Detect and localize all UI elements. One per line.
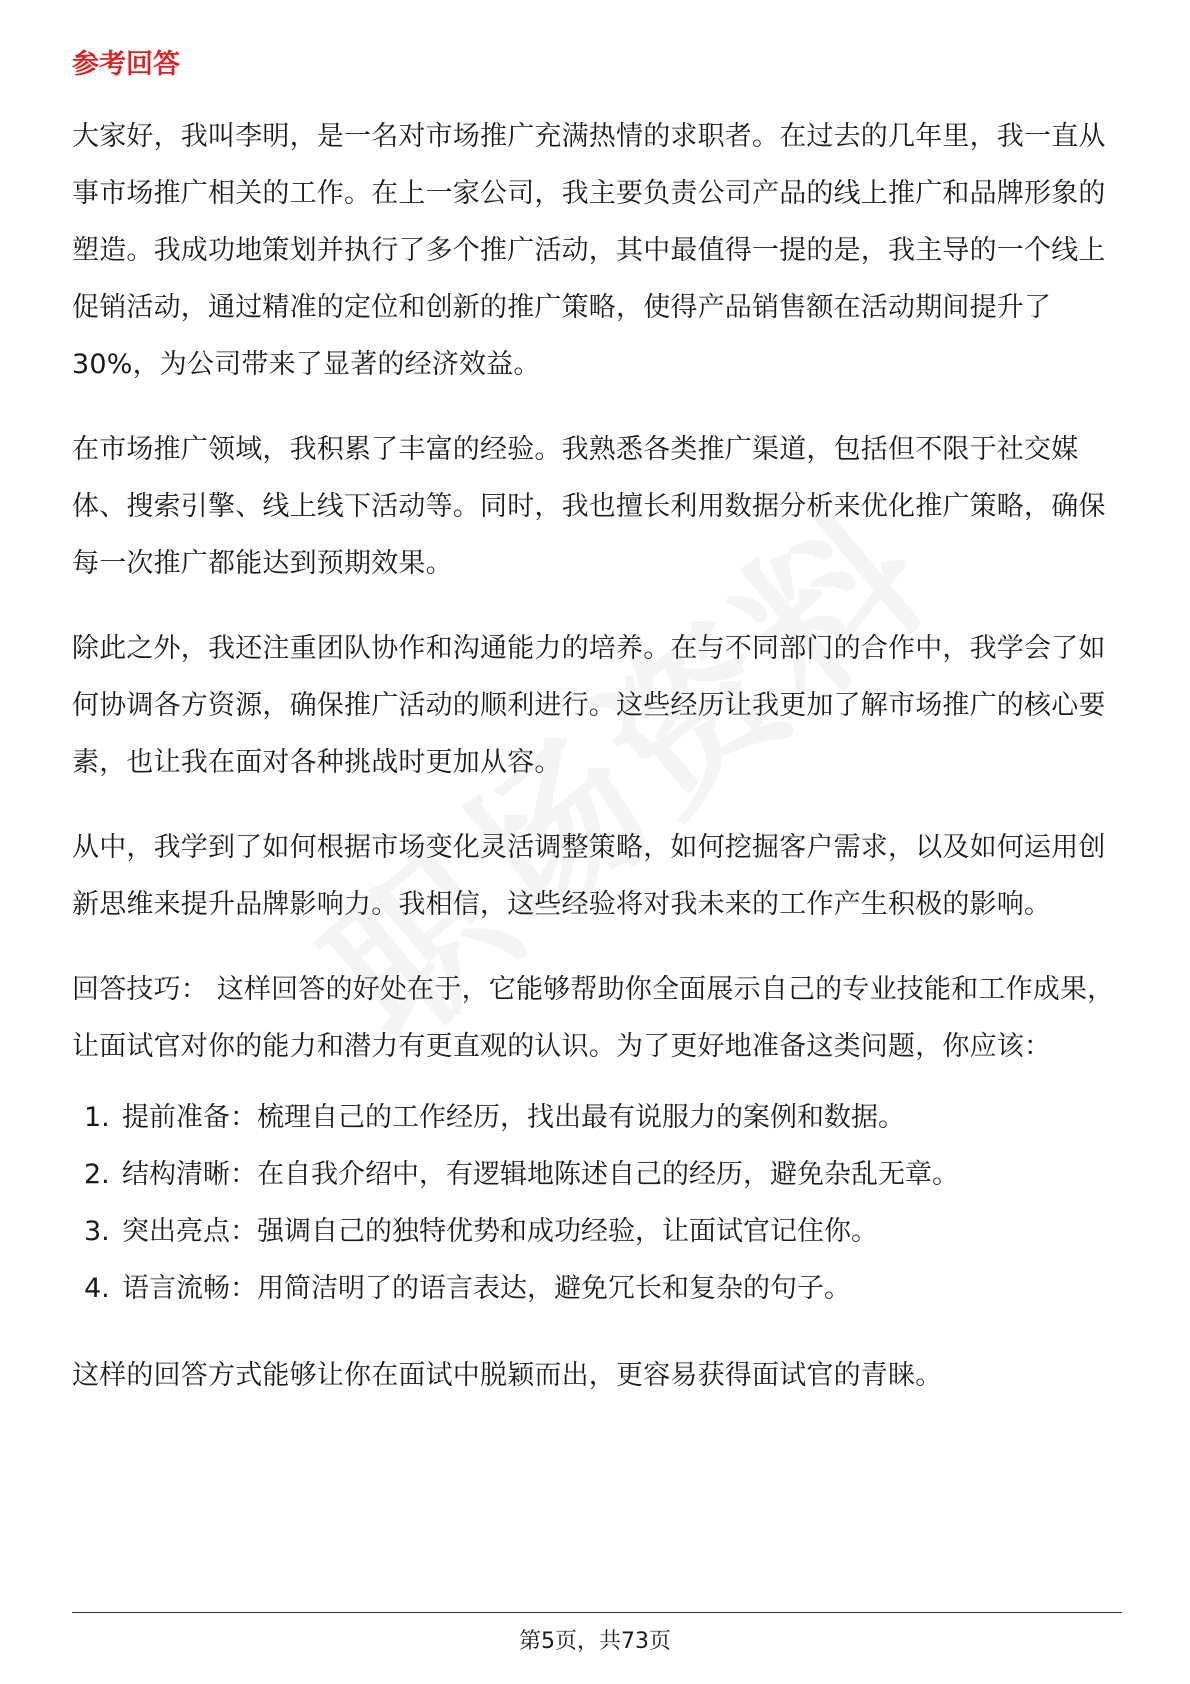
page-number: 第5页，共73页 <box>519 1629 671 1654</box>
paragraph-tips-intro: 回答技巧： 这样回答的好处在于，它能够帮助你全面展示自己的专业技能和工作成果，让面试官对你的能力和潜力有更直观的认识。为了更好地准备这类问题，你应该： <box>72 973 1115 1062</box>
list-item-number: 1. <box>84 1101 110 1133</box>
paragraph-closing: 这样的回答方式能够让你在面试中脱颖而出，更容易获得面试官的青睐。 <box>72 1359 943 1391</box>
tips-list <box>84 1089 1122 1317</box>
list-item <box>84 1260 1122 1317</box>
list-item-text: 语言流畅：用简洁明了的语言表达，避免冗长和复杂的句子。 <box>122 1272 851 1304</box>
list-item-text: 提前准备：梳理自己的工作经历，找出最有说服力的案例和数据。 <box>122 1101 905 1133</box>
paragraph-lessons: 从中，我学到了如何根据市场变化灵活调整策略，如何挖掘客户需求，以及如何运用创新思维来提升品牌影响力。我相信，这些经验将对我未来的工作产生积极的影响。 <box>72 831 1106 920</box>
paragraph-teamwork: 除此之外，我还注重团队协作和沟通能力的培养。在与不同部门的合作中，我学会了如何协调各方资源，确保推广活动的顺利进行。这些经历让我更加了解市场推广的核心要素，也让我在面对各种挑战时更加从容。 <box>72 632 1106 778</box>
paragraph-intro: 大家好，我叫李明，是一名对市场推广充满热情的求职者。在过去的几年里，我一直从事市场推广相关的工作。在上一家公司，我主要负责公司产品的线上推广和品牌形象的塑造。我成功地策划并执行了多个推广活动，其中最值得一提的是，我主导的一个线上促销活动，通过精准的定位和创新的推广策略，使得产品销售额在活动期间提升了30%，为公司带来了显著的经济效益。 <box>72 120 1106 380</box>
page-content <box>72 46 1122 1432</box>
list-item-text: 结构清晰：在自我介绍中，有逻辑地陈述自己的经历，避免杂乱无章。 <box>122 1158 959 1190</box>
section-title: 参考回答 <box>72 49 180 80</box>
paragraph-experience: 在市场推广领域，我积累了丰富的经验。我熟悉各类推广渠道，包括但不限于社交媒体、搜索引擎、线上线下活动等。同时，我也擅长利用数据分析来优化推广策略，确保每一次推广都能达到预期效果。 <box>72 433 1106 579</box>
list-item-number: 3. <box>84 1215 110 1247</box>
list-item <box>84 1146 1122 1203</box>
list-item-text: 突出亮点：强调自己的独特优势和成功经验，让面试官记住你。 <box>122 1215 878 1247</box>
list-item-number: 2. <box>84 1158 110 1190</box>
list-item <box>84 1203 1122 1260</box>
footer-divider <box>72 1612 1122 1613</box>
list-item <box>84 1089 1122 1146</box>
list-item-number: 4. <box>84 1272 110 1304</box>
